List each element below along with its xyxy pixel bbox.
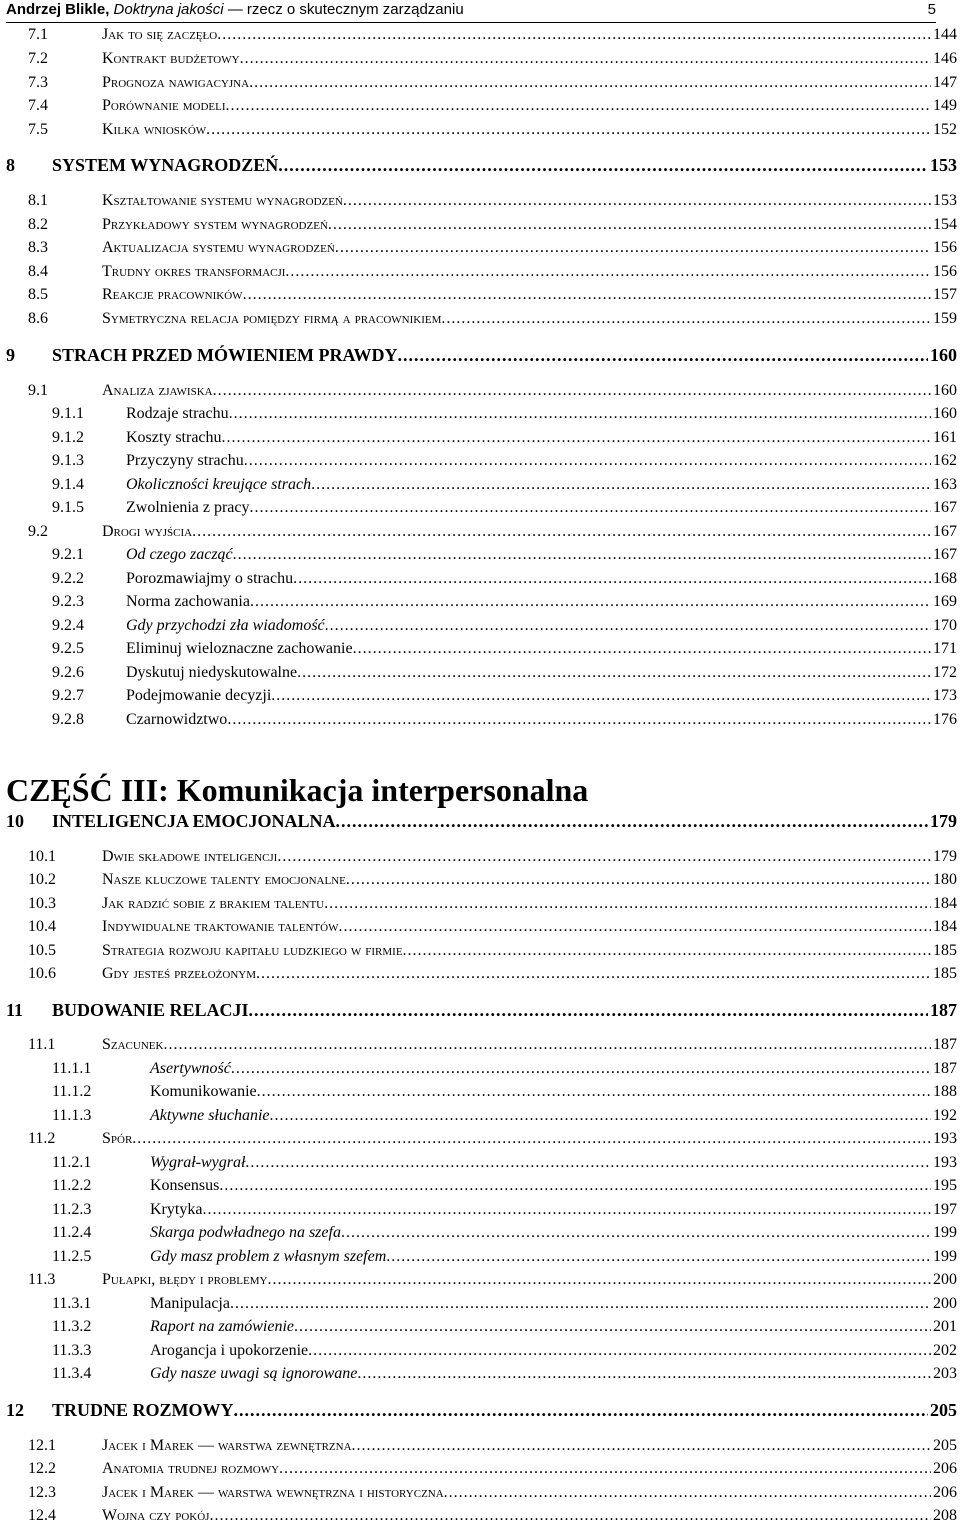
toc-entry-title: Kilka wniosków bbox=[102, 121, 207, 138]
toc-entry-page: 199 bbox=[933, 1248, 957, 1265]
toc-entry-number: 7.2 bbox=[28, 50, 48, 67]
part-title: CZĘŚĆ III: Komunikacja interpersonalna bbox=[6, 772, 589, 808]
toc-entry-number: 10.2 bbox=[28, 871, 56, 888]
toc-entry-title: Aktywne słuchanie bbox=[150, 1107, 270, 1124]
toc-entry-number: 10.3 bbox=[28, 895, 56, 912]
toc-entry-page: 176 bbox=[933, 711, 957, 728]
toc-entry[interactable] bbox=[28, 940, 957, 962]
dot-leader bbox=[441, 308, 931, 330]
toc-entry-title: Wygrał-wygrał bbox=[150, 1154, 246, 1171]
toc-entry-title: STRACH PRZED MÓWIENIEM PRAWDY bbox=[52, 345, 398, 365]
toc-entry-title: Rodzaje strachu bbox=[126, 405, 229, 422]
toc-entry-number: 9.2.2 bbox=[52, 570, 84, 587]
dot-leader bbox=[294, 1316, 931, 1338]
toc-entry-page: 156 bbox=[933, 263, 957, 280]
toc-entry-number: 12.1 bbox=[28, 1437, 56, 1454]
toc-entry[interactable] bbox=[52, 638, 957, 660]
toc-entry[interactable] bbox=[28, 1458, 957, 1480]
toc-entry-number: 12.4 bbox=[28, 1507, 56, 1524]
toc-entry[interactable] bbox=[28, 1505, 957, 1527]
toc-entry-title: Jak radzić sobie z brakiem talentu bbox=[102, 895, 325, 912]
toc-entry-page: 193 bbox=[933, 1130, 957, 1147]
dot-leader bbox=[325, 615, 931, 637]
toc-entry-number: 12.3 bbox=[28, 1484, 56, 1501]
toc-entry-page: 206 bbox=[933, 1460, 957, 1477]
dot-leader bbox=[336, 810, 928, 832]
toc-entry-page: 167 bbox=[933, 499, 957, 516]
dot-leader bbox=[206, 119, 931, 141]
dot-leader bbox=[308, 1340, 931, 1362]
toc-entry-page: 187 bbox=[933, 1036, 957, 1053]
toc-entry-page: 184 bbox=[933, 895, 957, 912]
toc-entry[interactable] bbox=[28, 869, 957, 891]
toc-entry-number: 12 bbox=[6, 1400, 24, 1420]
toc-entry-page: 167 bbox=[933, 523, 957, 540]
toc-entry-page: 201 bbox=[933, 1318, 957, 1335]
dot-leader bbox=[233, 544, 931, 566]
toc-entry-title: Gdy masz problem z własnym szefem bbox=[150, 1248, 387, 1265]
dot-leader bbox=[328, 214, 931, 236]
toc-entry-title: Koszty strachu bbox=[126, 429, 222, 446]
toc-entry[interactable] bbox=[52, 1105, 957, 1127]
toc-entry[interactable] bbox=[28, 963, 957, 985]
toc-entry-page: 159 bbox=[933, 310, 957, 327]
toc-entry-page: 171 bbox=[933, 640, 957, 657]
dot-leader bbox=[192, 521, 931, 543]
toc-entry[interactable] bbox=[52, 1222, 957, 1244]
dot-leader bbox=[240, 48, 931, 70]
toc-entry[interactable] bbox=[28, 521, 957, 543]
toc-entry[interactable] bbox=[52, 544, 957, 566]
toc-entry-title: Kontrakt budżetowy bbox=[102, 50, 240, 67]
toc-entry-number: 8.2 bbox=[28, 216, 48, 233]
toc-entry-title: Porównanie modeli bbox=[102, 97, 226, 114]
toc-entry-page: 185 bbox=[933, 965, 957, 982]
toc-entry-title: Drogi wyjścia bbox=[102, 523, 193, 540]
toc-entry-number: 9.2.8 bbox=[52, 711, 84, 728]
toc-entry-title: Konsensus bbox=[150, 1177, 220, 1194]
toc-entry-page: 193 bbox=[933, 1154, 957, 1171]
toc-entry-number: 9.2.6 bbox=[52, 664, 84, 681]
toc-entry-page: 153 bbox=[933, 192, 957, 209]
toc-entry-page: 179 bbox=[930, 811, 957, 831]
toc-entry-title: Gdy przychodzi zła wiadomość bbox=[126, 617, 325, 634]
toc-entry-title: Spór bbox=[102, 1130, 133, 1147]
dot-leader bbox=[229, 403, 931, 425]
dot-leader bbox=[279, 1458, 931, 1480]
dot-leader bbox=[257, 1081, 931, 1103]
toc-entry-number: 7.4 bbox=[28, 97, 48, 114]
toc-entry[interactable] bbox=[52, 1340, 957, 1362]
toc-entry[interactable] bbox=[52, 1363, 957, 1385]
dot-leader bbox=[226, 95, 932, 117]
toc-entry-title: Nasze kluczowe talenty emocjonalne bbox=[102, 871, 346, 888]
toc-entry-number: 9.1.4 bbox=[52, 476, 84, 493]
toc-entry-title: Przyczyny strachu bbox=[126, 452, 244, 469]
toc-entry-title: Krytyka bbox=[150, 1201, 203, 1218]
toc-entry[interactable] bbox=[28, 916, 957, 938]
toc-entry-page: 197 bbox=[933, 1201, 957, 1218]
dot-leader bbox=[219, 1175, 931, 1197]
toc-entry-title: Jacek i Marek — warstwa zewnętrzna bbox=[102, 1437, 352, 1454]
toc-entry-title: Aktualizacja systemu wynagrodzeń bbox=[102, 239, 335, 256]
toc-entry[interactable] bbox=[52, 1058, 957, 1080]
toc-entry-title: Strategia rozwoju kapitału ludzkiego w firmie bbox=[102, 942, 403, 959]
toc-entry-title: Indywidualne traktowanie talentów bbox=[102, 918, 339, 935]
toc-entry-title: Przykładowy system wynagrodzeń bbox=[102, 216, 328, 233]
toc-entry-page: 160 bbox=[933, 405, 957, 422]
toc-entry-page: 162 bbox=[933, 452, 957, 469]
toc-entry[interactable] bbox=[28, 1034, 957, 1056]
toc-entry[interactable] bbox=[52, 1199, 957, 1221]
toc-entry-page: 172 bbox=[933, 664, 957, 681]
toc-entry-title: Gdy jesteś przełożonym bbox=[102, 965, 257, 982]
toc-entry-title: Prognoza nawigacyjna bbox=[102, 74, 250, 91]
toc-entry-number: 11.3.4 bbox=[52, 1365, 92, 1382]
toc-entry-title: TRUDNE ROZMOWY bbox=[52, 1400, 234, 1420]
toc-entry[interactable] bbox=[52, 1081, 957, 1103]
dot-leader bbox=[267, 1269, 931, 1291]
toc-entry-title: Norma zachowania bbox=[126, 593, 250, 610]
toc-entry[interactable] bbox=[6, 154, 957, 176]
toc-entry-page: 160 bbox=[930, 345, 957, 365]
toc-entry-number: 8.4 bbox=[28, 263, 48, 280]
toc-entry-number: 11.2 bbox=[28, 1130, 56, 1147]
toc-entry-page: 206 bbox=[933, 1484, 957, 1501]
toc-entry-number: 9.2.4 bbox=[52, 617, 84, 634]
dot-leader bbox=[227, 709, 931, 731]
toc-entry-page: 152 bbox=[933, 121, 957, 138]
dot-leader bbox=[244, 450, 931, 472]
dot-leader bbox=[209, 1505, 931, 1527]
dot-leader bbox=[324, 893, 931, 915]
toc-entry-page: 163 bbox=[933, 476, 957, 493]
toc-entry-page: 154 bbox=[933, 216, 957, 233]
dot-leader bbox=[217, 24, 931, 46]
dot-leader bbox=[278, 154, 928, 176]
dot-leader bbox=[335, 237, 931, 259]
toc-entry-number: 11.2.5 bbox=[52, 1248, 92, 1265]
toc-entry-number: 10.6 bbox=[28, 965, 56, 982]
toc-entry[interactable] bbox=[28, 893, 957, 915]
toc-entry[interactable] bbox=[52, 1246, 957, 1268]
toc-entry-page: 200 bbox=[933, 1271, 957, 1288]
toc-entry-number: 11.2.2 bbox=[52, 1177, 92, 1194]
toc-entry-number: 9.2.1 bbox=[52, 546, 84, 563]
toc-entry-page: 157 bbox=[933, 286, 957, 303]
toc-entry[interactable] bbox=[52, 568, 957, 590]
toc-entry[interactable] bbox=[28, 1128, 957, 1150]
dot-leader bbox=[250, 591, 931, 613]
toc-entry[interactable] bbox=[28, 261, 957, 283]
toc-entry-number: 8.5 bbox=[28, 286, 48, 303]
dot-leader bbox=[202, 1199, 931, 1221]
toc-entry-title: Manipulacja bbox=[150, 1295, 230, 1312]
dot-leader bbox=[338, 916, 931, 938]
toc-entry[interactable] bbox=[28, 1269, 957, 1291]
toc-entry[interactable] bbox=[28, 846, 957, 868]
toc-entry[interactable] bbox=[28, 284, 957, 306]
toc-entry[interactable] bbox=[52, 1152, 957, 1174]
toc-entry[interactable] bbox=[52, 591, 957, 613]
header-subtitle: — rzecz o skutecznym zarządzaniu bbox=[223, 1, 464, 18]
toc-entry-page: 168 bbox=[933, 570, 957, 587]
toc-entry-page: 187 bbox=[933, 1060, 957, 1077]
dot-leader bbox=[270, 1105, 931, 1127]
toc-entry[interactable] bbox=[28, 24, 957, 46]
toc-entry-page: 200 bbox=[933, 1295, 957, 1312]
toc-entry-page: 144 bbox=[933, 26, 957, 43]
toc-entry[interactable] bbox=[52, 1293, 957, 1315]
toc-entry-number: 12.2 bbox=[28, 1460, 56, 1477]
toc-entry-title: Porozmawiajmy o strachu bbox=[126, 570, 294, 587]
toc-entry-title: Podejmowanie decyzji bbox=[126, 687, 272, 704]
toc-entry-title: INTELIGENCJA EMOCJONALNA bbox=[52, 811, 336, 831]
dot-leader bbox=[243, 284, 931, 306]
toc-entry[interactable] bbox=[28, 48, 957, 70]
toc-entry-page: 185 bbox=[933, 942, 957, 959]
dot-leader bbox=[293, 568, 931, 590]
toc-entry[interactable] bbox=[28, 190, 957, 212]
toc-entry-number: 11.1.2 bbox=[52, 1083, 92, 1100]
toc-entry[interactable] bbox=[28, 72, 957, 94]
toc-entry-number: 9.1 bbox=[28, 382, 48, 399]
toc-entry-title: Zwolnienia z pracy bbox=[126, 499, 250, 516]
toc-entry[interactable] bbox=[52, 474, 957, 496]
toc-entry-number: 8.6 bbox=[28, 310, 48, 327]
dot-leader bbox=[234, 1399, 928, 1421]
toc-entry-number: 9.1.1 bbox=[52, 405, 84, 422]
toc-entry-title: Skarga podwładnego na szefa bbox=[150, 1224, 341, 1241]
dot-leader bbox=[346, 869, 931, 891]
toc-entry[interactable] bbox=[52, 662, 957, 684]
dot-leader bbox=[357, 1363, 931, 1385]
dot-leader bbox=[163, 1034, 931, 1056]
toc-entry-page: 192 bbox=[933, 1107, 957, 1124]
toc-entry-title: Jak to się zaczęło bbox=[102, 26, 218, 43]
toc-entry-number: 11.3.3 bbox=[52, 1342, 92, 1359]
header-author: Andrzej Blikle, bbox=[6, 1, 110, 18]
toc-entry-number: 9.2 bbox=[28, 523, 48, 540]
toc-entry-title: Okoliczności kreujące strach bbox=[126, 476, 312, 493]
toc-entry-page: 147 bbox=[933, 74, 957, 91]
toc-entry-number: 11 bbox=[6, 1000, 24, 1020]
toc-entry-title: Trudny okres transformacji bbox=[102, 263, 286, 280]
toc-entry-title: Dyskutuj niedyskutowalne bbox=[126, 664, 298, 681]
toc-entry-number: 11.1 bbox=[28, 1036, 56, 1053]
dot-leader bbox=[277, 846, 931, 868]
toc-entry[interactable] bbox=[6, 1399, 957, 1421]
toc-entry-title: Eliminuj wieloznaczne zachowanie bbox=[126, 640, 353, 657]
toc-entry-number: 10.4 bbox=[28, 918, 56, 935]
toc-entry[interactable] bbox=[28, 308, 957, 330]
toc-entry-page: 179 bbox=[933, 848, 957, 865]
toc-entry[interactable] bbox=[52, 403, 957, 425]
toc-entry[interactable] bbox=[28, 214, 957, 236]
toc-entry-number: 11.2.1 bbox=[52, 1154, 92, 1171]
dot-leader bbox=[230, 1293, 931, 1315]
toc-entry-number: 11.3.2 bbox=[52, 1318, 92, 1335]
toc-entry[interactable] bbox=[52, 1316, 957, 1338]
toc-entry-number: 11.3 bbox=[28, 1271, 56, 1288]
toc-entry[interactable] bbox=[28, 1435, 957, 1457]
toc-entry-title: Szacunek bbox=[102, 1036, 164, 1053]
toc-entry-page: 187 bbox=[930, 1000, 957, 1020]
toc-entry-number: 9.2.5 bbox=[52, 640, 84, 657]
toc-entry-page: 173 bbox=[933, 687, 957, 704]
toc-entry[interactable] bbox=[52, 685, 957, 707]
dot-leader bbox=[353, 638, 931, 660]
dot-leader bbox=[444, 1482, 931, 1504]
toc-entry-page: 180 bbox=[933, 871, 957, 888]
dot-leader bbox=[311, 474, 931, 496]
toc-entry[interactable] bbox=[52, 615, 957, 637]
toc-entry-number: 9.2.7 bbox=[52, 687, 84, 704]
toc-entry-page: 203 bbox=[933, 1365, 957, 1382]
toc-entry-number: 9.1.3 bbox=[52, 452, 84, 469]
toc-entry-title: SYSTEM WYNAGRODZEŃ bbox=[52, 155, 279, 175]
toc-entry-title: Asertywność bbox=[150, 1060, 231, 1077]
toc-entry-title: Arogancja i upokorzenie bbox=[150, 1342, 309, 1359]
toc-entry-number: 8.1 bbox=[28, 192, 48, 209]
toc-entry[interactable] bbox=[6, 999, 957, 1021]
toc-entry-number: 7.5 bbox=[28, 121, 48, 138]
dot-leader bbox=[256, 963, 931, 985]
toc-entry-title: BUDOWANIE RELACJI bbox=[52, 1000, 249, 1020]
toc-entry-page: 208 bbox=[933, 1507, 957, 1524]
header-page-number: 5 bbox=[927, 1, 936, 18]
toc-entry-number: 10 bbox=[6, 811, 24, 831]
toc-entry-title: Pułapki, błędy i problemy bbox=[102, 1271, 268, 1288]
dot-leader bbox=[343, 190, 931, 212]
dot-leader bbox=[213, 380, 931, 402]
toc-entry-number: 11.2.4 bbox=[52, 1224, 92, 1241]
toc-entry-page: 146 bbox=[933, 50, 957, 67]
toc-entry-number: 7.3 bbox=[28, 74, 48, 91]
toc-entry-page: 156 bbox=[933, 239, 957, 256]
toc-entry-page: 188 bbox=[933, 1083, 957, 1100]
toc-entry[interactable] bbox=[52, 709, 957, 731]
toc-entry-title: Jacek i Marek — warstwa wewnętrzna i historyczna bbox=[102, 1484, 444, 1501]
toc-entry-page: 167 bbox=[933, 546, 957, 563]
toc-entry-page: 153 bbox=[930, 155, 957, 175]
toc-entry-number: 9.1.2 bbox=[52, 429, 84, 446]
toc-entry-number: 10.5 bbox=[28, 942, 56, 959]
dot-leader bbox=[403, 940, 931, 962]
toc-entry-number: 8 bbox=[6, 155, 15, 175]
dot-leader bbox=[386, 1246, 931, 1268]
toc-entry-number: 11.1.3 bbox=[52, 1107, 92, 1124]
toc-entry-title: Dwie składowe inteligencji bbox=[102, 848, 278, 865]
toc-entry-title: Wojna czy pokój bbox=[102, 1507, 210, 1524]
toc-entry-title: Symetryczna relacja pomiędzy firmą a pracownikiem bbox=[102, 310, 442, 327]
toc-entry-page: 160 bbox=[933, 382, 957, 399]
toc-entry[interactable] bbox=[52, 497, 957, 519]
toc-entry-number: 9 bbox=[6, 345, 15, 365]
dot-leader bbox=[249, 999, 928, 1021]
toc-entry[interactable] bbox=[52, 427, 957, 449]
dot-leader bbox=[250, 497, 932, 519]
dot-leader bbox=[132, 1128, 931, 1150]
toc-entry[interactable] bbox=[52, 450, 957, 472]
toc-entry-title: Gdy nasze uwagi są ignorowane bbox=[150, 1365, 358, 1382]
toc-entry-title: Analiza zjawiska bbox=[102, 382, 213, 399]
dot-leader bbox=[398, 344, 928, 366]
toc-entry-title: Czarnowidztwo bbox=[126, 711, 228, 728]
dot-leader bbox=[231, 1058, 931, 1080]
toc-entry[interactable] bbox=[28, 95, 957, 117]
toc-entry-title: Komunikowanie bbox=[150, 1083, 257, 1100]
toc-entry-number: 11.2.3 bbox=[52, 1201, 92, 1218]
toc-entry-page: 202 bbox=[933, 1342, 957, 1359]
toc-entry-number: 11.1.1 bbox=[52, 1060, 92, 1077]
toc-entry-title: Kształtowanie systemu wynagrodzeń bbox=[102, 192, 343, 209]
dot-leader bbox=[245, 1152, 931, 1174]
toc-entry-number: 10.1 bbox=[28, 848, 56, 865]
toc-entry[interactable] bbox=[28, 1482, 957, 1504]
dot-leader bbox=[249, 72, 931, 94]
toc-entry[interactable] bbox=[28, 380, 957, 402]
toc-entry-title: Reakcje pracowników bbox=[102, 286, 243, 303]
toc-entry-page: 199 bbox=[933, 1224, 957, 1241]
toc-entry-title: Anatomia trudnej rozmowy bbox=[102, 1460, 280, 1477]
toc-entry[interactable] bbox=[28, 237, 957, 259]
toc-entry[interactable] bbox=[6, 344, 957, 366]
toc-entry[interactable] bbox=[6, 810, 957, 832]
toc-entry[interactable] bbox=[52, 1175, 957, 1197]
toc-entry-page: 161 bbox=[933, 429, 957, 446]
toc-entry[interactable] bbox=[28, 119, 957, 141]
toc-entry-page: 149 bbox=[933, 97, 957, 114]
toc-entry-number: 9.1.5 bbox=[52, 499, 84, 516]
toc-entry-page: 205 bbox=[930, 1400, 957, 1420]
toc-entry-page: 170 bbox=[933, 617, 957, 634]
dot-leader bbox=[341, 1222, 931, 1244]
toc-entry-number: 7.1 bbox=[28, 26, 48, 43]
running-header bbox=[6, 0, 936, 23]
dot-leader bbox=[271, 685, 931, 707]
dot-leader bbox=[222, 427, 931, 449]
toc-entry-title: Od czego zacząć bbox=[126, 546, 233, 563]
toc-entry-page: 184 bbox=[933, 918, 957, 935]
dot-leader bbox=[297, 662, 931, 684]
toc-entry-page: 169 bbox=[933, 593, 957, 610]
toc-entry-number: 11.3.1 bbox=[52, 1295, 92, 1312]
dot-leader bbox=[285, 261, 931, 283]
toc-entry-number: 8.3 bbox=[28, 239, 48, 256]
header-book-title: Doktryna jakości bbox=[113, 1, 224, 18]
toc-entry-page: 195 bbox=[933, 1177, 957, 1194]
toc-entry-number: 9.2.3 bbox=[52, 593, 84, 610]
toc-entry-page: 205 bbox=[933, 1437, 957, 1454]
toc-entry-title: Raport na zamówienie bbox=[150, 1318, 294, 1335]
dot-leader bbox=[352, 1435, 931, 1457]
